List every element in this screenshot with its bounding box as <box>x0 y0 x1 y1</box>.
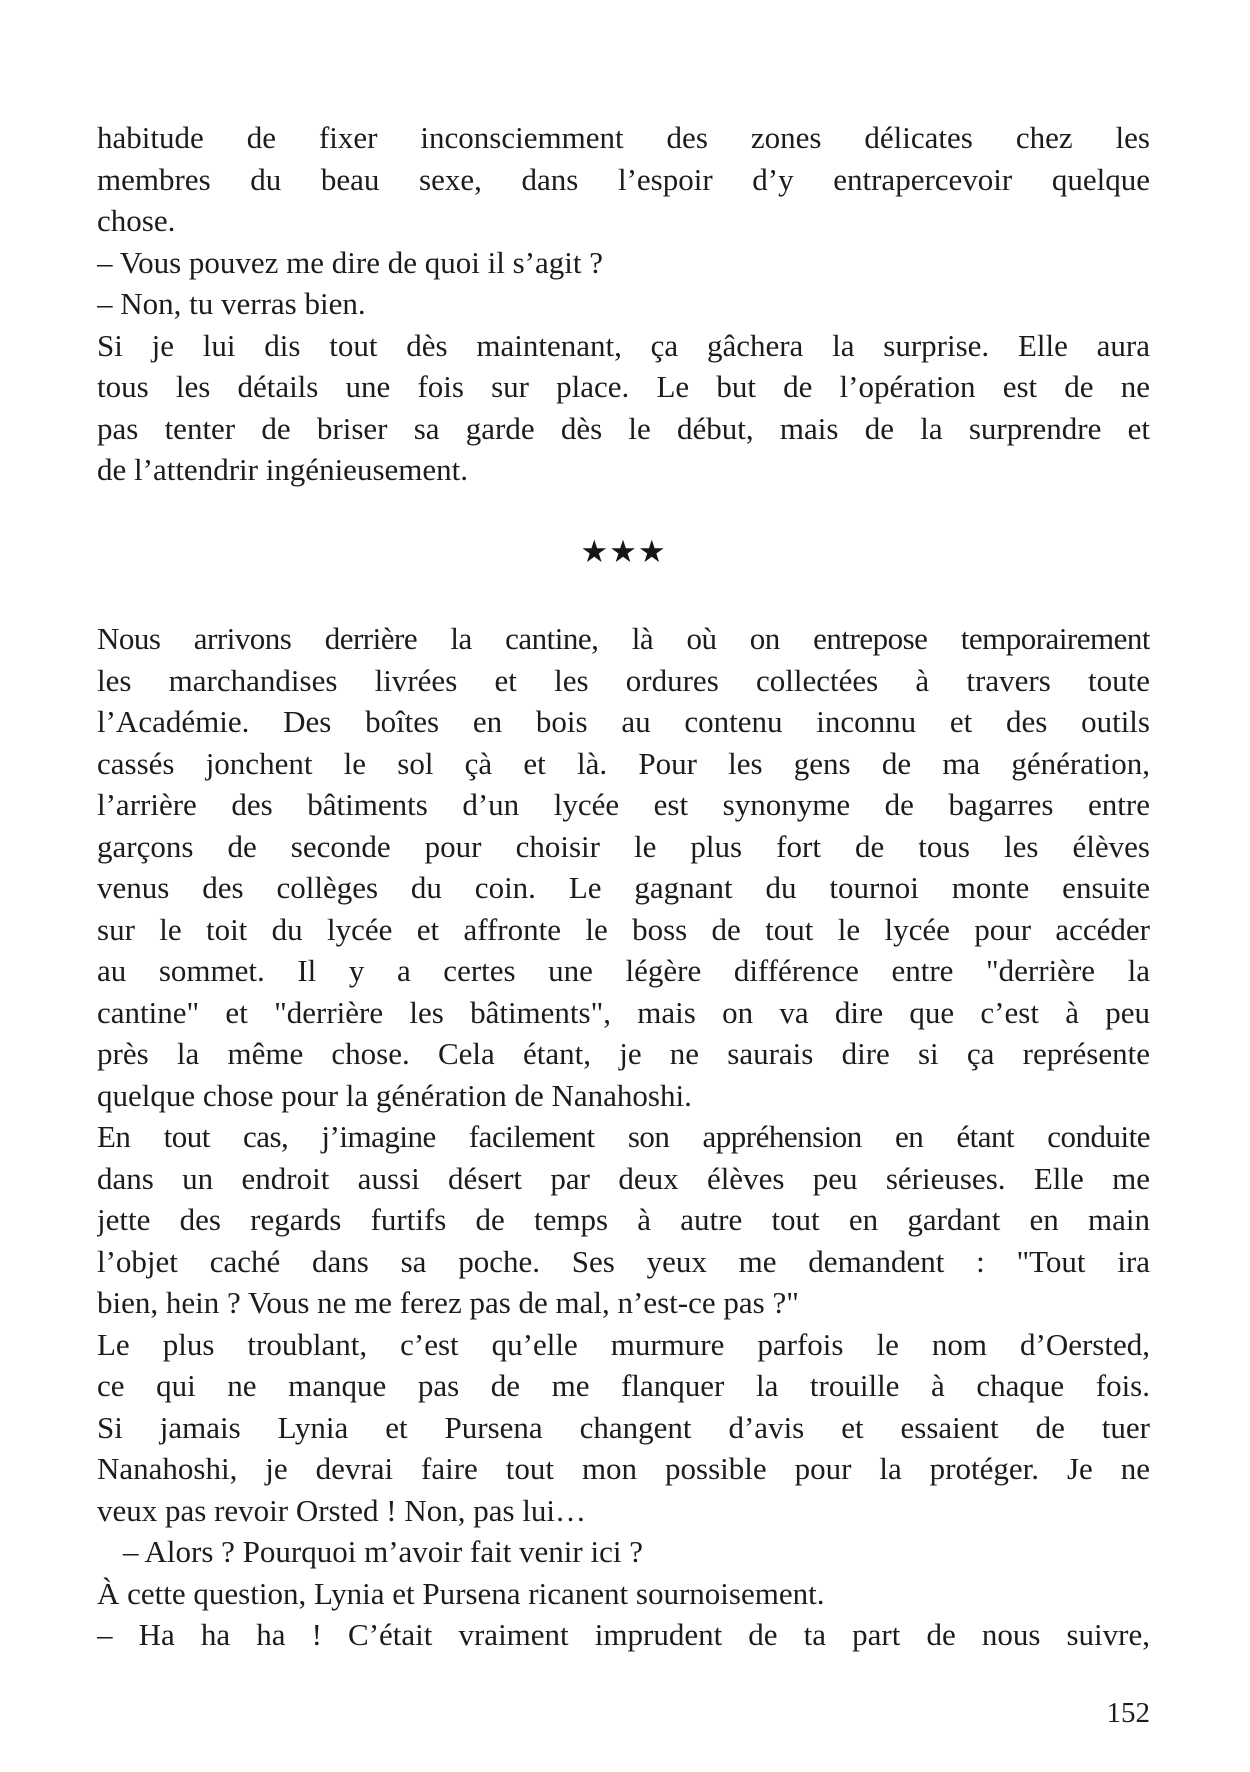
dialogue-line: – Ha ha ha ! C’était vraiment imprudent de ta part de nous suivre, <box>97 1617 1150 1652</box>
text-line: bien, hein ? Vous ne me ferez pas de mal, n’est-ce pas ?" <box>97 1285 799 1320</box>
text-line: membres du beau sexe, dans l’espoir d’y entrapercevoir quelque <box>97 161 1150 197</box>
text-line: sur le toit du lycée et affronte le boss de tout le lycée pour accéder <box>97 911 1150 947</box>
dialogue-line: – Vous pouvez me dire de quoi il s’agit ? <box>97 244 603 280</box>
text-line: venus des collèges du coin. Le gagnant du tournoi monte ensuite <box>97 870 1150 905</box>
text-line: au sommet. Il y a certes une légère différence entre "derrière la <box>97 953 1150 988</box>
dialogue-line: – Non, tu verras bien. <box>97 286 366 321</box>
text-line: dans un endroit aussi désert par deux élèves peu sérieuses. Elle me <box>97 1160 1150 1196</box>
text-line: Nous arrivons derrière la cantine, là où on entrepose temporairement <box>97 621 1150 656</box>
text-line: l’Académie. Des boîtes en bois au contenu inconnu et des outils <box>97 704 1150 739</box>
text-line: Si je lui dis tout dès maintenant, ça gâchera la surprise. Elle aura <box>97 327 1150 363</box>
text-line: veux pas revoir Orsted ! Non, pas lui… <box>97 1492 587 1528</box>
text-line: ce qui ne manque pas de me flanquer la trouille à chaque fois. <box>97 1368 1150 1403</box>
dialogue-line: – Alors ? Pourquoi m’avoir fait venir ici ? <box>123 1534 643 1569</box>
text-line: À cette question, Lynia et Pursena ricanent sournoisement. <box>97 1575 825 1611</box>
paragraph-block-top <box>97 117 1150 491</box>
text-line: cassés jonchent le sol çà et là. Pour les gens de ma génération, <box>97 745 1150 781</box>
text-line: Nanahoshi, je devrai faire tout mon possible pour la protéger. Je ne <box>97 1451 1150 1486</box>
text-line: cantine" et "derrière les bâtiments", mais on va dire que c’est à peu <box>97 994 1150 1030</box>
text-line: Le plus troublant, c’est qu’elle murmure parfois le nom d’Oersted, <box>97 1326 1150 1362</box>
text-line: garçons de seconde pour choisir le plus fort de tous les élèves <box>97 828 1150 864</box>
text-line: habitude de fixer inconsciemment des zones délicates chez les <box>97 120 1150 155</box>
text-line: tous les détails une fois sur place. Le but de l’opération est de ne <box>97 369 1150 404</box>
text-line: l’arrière des bâtiments d’un lycée est synonyme de bagarres entre <box>97 787 1150 822</box>
text-line: Si jamais Lynia et Pursena changent d’avis et essaient de tuer <box>97 1409 1150 1445</box>
text-line: de l’attendrir ingénieusement. <box>97 452 469 487</box>
text-line: chose. <box>97 203 176 238</box>
text-line: jette des regards furtifs de temps à autre tout en gardant en main <box>97 1202 1150 1237</box>
section-separator-stars: ★★★ <box>580 534 667 569</box>
paragraph-block-main <box>97 618 1150 1656</box>
text-line: quelque chose pour la génération de Nanahoshi. <box>97 1077 692 1113</box>
text-line: l’objet caché dans sa poche. Ses yeux me demandent : "Tout ira <box>97 1243 1150 1279</box>
text-line: près la même chose. Cela étant, je ne saurais dire si ça représente <box>97 1036 1150 1071</box>
text-line: En tout cas, j’imagine facilement son appréhension en étant conduite <box>97 1119 1150 1154</box>
text-line: pas tenter de briser sa garde dès le début, mais de la surprendre et <box>97 410 1150 446</box>
page-number: 152 <box>1106 1697 1150 1729</box>
text-line: les marchandises livrées et les ordures collectées à travers toute <box>97 662 1150 698</box>
